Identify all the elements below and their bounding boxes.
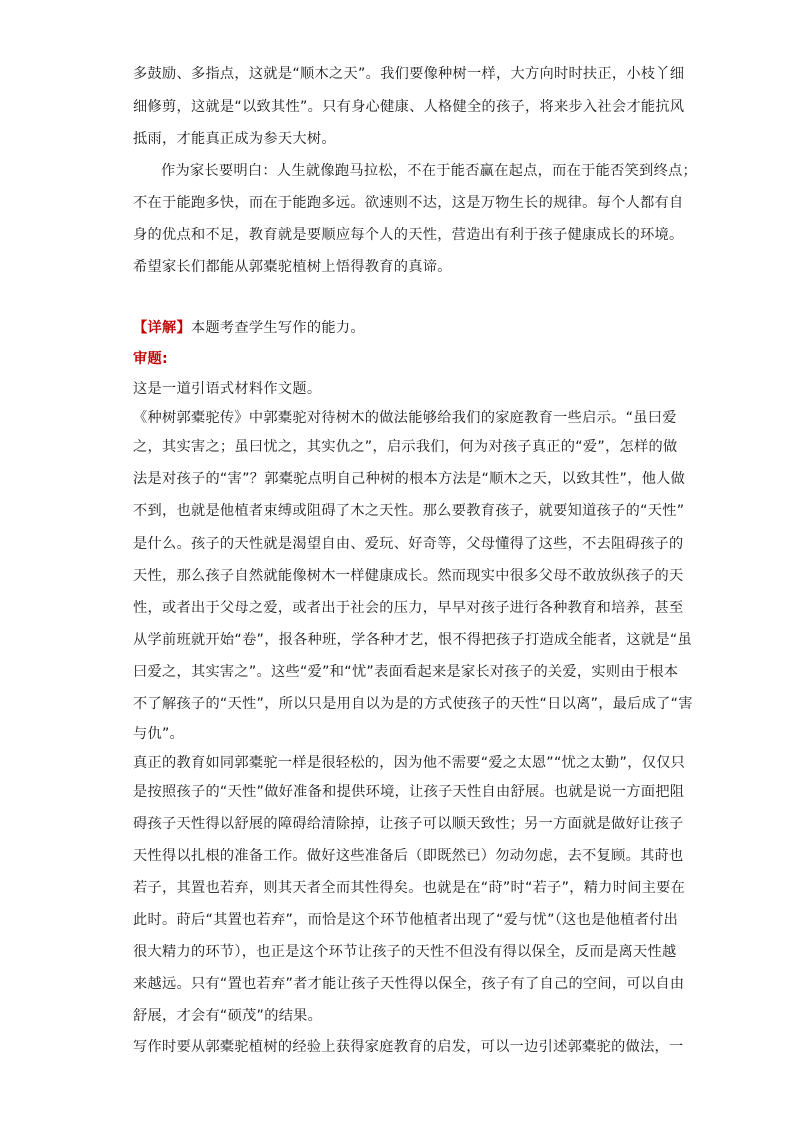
text-line: 不在于能跑多快，而在于能跑多远。欲速则不达，这是万物生长的规律。每个人都有自	[133, 195, 684, 211]
text-line: 舒展，才会有“硕茂”的结果。	[133, 1008, 323, 1024]
text-line: 写作时要从郭橐驼植树的经验上获得家庭教育的启发，可以一边引述郭橐驼的做法，一	[133, 1039, 684, 1055]
text-line: 从学前班就开始“卷”，报各种班，学各种才艺，恨不得把孩子打造成全能者，这就是“虽	[133, 632, 692, 648]
text-line: 这是一道引语式材料作文题。	[133, 381, 322, 397]
text-line: 碍孩子天性得以舒展的障碍给清除掉，让孩子可以顺天致性；另一方面就是做好让孩子	[133, 816, 684, 832]
text-line: 此时。莳后“其置也若弃”，而恰是这个环节他植者出现了“爱与忧”（这也是他植者付出	[133, 912, 679, 928]
text-line: 与仇”。	[133, 726, 185, 742]
review-label: 审题:	[133, 351, 168, 367]
text-line: 天性，那么孩子自然就能像树木一样健康成长。然而现实中很多父母不敢放纵孩子的天	[133, 568, 684, 584]
text-line: 之，其实害之；虽曰忧之，其实仇之”，启示我们，何为对孩子真正的“爱”，怎样的做	[133, 439, 678, 455]
text-line: 若子，其置也若弃，则其天者全而其性得矣。也就是在“莳”时“若子”，精力时间主要在	[133, 880, 686, 896]
text-line: 曰爱之，其实害之”。这些“爱”和“忧”表面看起来是家长对孩子的关爱，实则由于根本	[133, 664, 679, 680]
text-line: 《种树郭橐驼传》中郭橐驼对待树木的做法能够给我们的家庭教育一些启示。“虽曰爱	[133, 410, 677, 426]
text-line: 来越远。只有“置也若弃”者才能让孩子天性得以保全，孩子有了自己的空间，可以自由	[133, 976, 685, 992]
text-line: 细修剪，这就是“以致其性”。只有身心健康、人格健全的孩子，将来步入社会才能抗风	[133, 99, 685, 115]
text-line: 抵雨，才能真正成为参天大树。	[133, 131, 336, 147]
text-line: 是什么。孩子的天性就是渴望自由、爱玩、好奇等，父母懂得了这些，不去阻碍孩子的	[133, 536, 684, 552]
text-line: 作为家长要明白：人生就像跑马拉松，不在于能否赢在起点，而在于能否笑到终点；	[161, 163, 698, 179]
detail-text: 本题考查学生写作的能力。	[190, 320, 365, 336]
text-line: 是按照孩子的“天性”做好准备和提供环境，让孩子天性自由舒展。也就是说一方面把阻	[133, 784, 685, 800]
detail-line	[133, 318, 663, 338]
text-line: 不了解孩子的“天性”，所以只是用自以为是的方式使孩子的天性“日以离”，最后成了“害	[133, 696, 693, 712]
text-line: 真正的教育如同郭橐驼一样是很轻松的，因为他不需要“爱之太恩”“忧之太勤”，仅仅只	[133, 755, 686, 771]
text-line: 身的优点和不足，教育就是要顺应每个人的天性，营造出有利于孩子健康成长的环境。	[133, 227, 684, 243]
text-line: 法是对孩子的“害”？郭橐驼点明自己种树的根本方法是“顺木之天，以致其性”，他人做	[133, 471, 686, 487]
text-line: 多鼓励、多指点，这就是“顺木之天”。我们要像种树一样，大方向时时扶正，小枝丫细	[133, 66, 685, 82]
text-line: 希望家长们都能从郭橐驼植树上悟得教育的真谛。	[133, 259, 452, 275]
text-line: 天性得以扎根的准备工作。做好这些准备后（即既然已）勿动勿虑，去不复顾。其莳也	[133, 848, 684, 864]
text-line: 很大精力的环节），也正是这个环节让孩子的天性不但没有得以保全，反而是离天性越	[133, 944, 677, 960]
text-line: 不到，也就是他植者束缚或阻碍了木之天性。那么要教育孩子，就要知道孩子的“天性”	[133, 503, 685, 519]
detail-label: 【详解】	[133, 320, 191, 336]
text-line: 性，或者出于父母之爱，或者出于社会的压力，早早对孩子进行各种教育和培养，甚至	[133, 600, 684, 616]
